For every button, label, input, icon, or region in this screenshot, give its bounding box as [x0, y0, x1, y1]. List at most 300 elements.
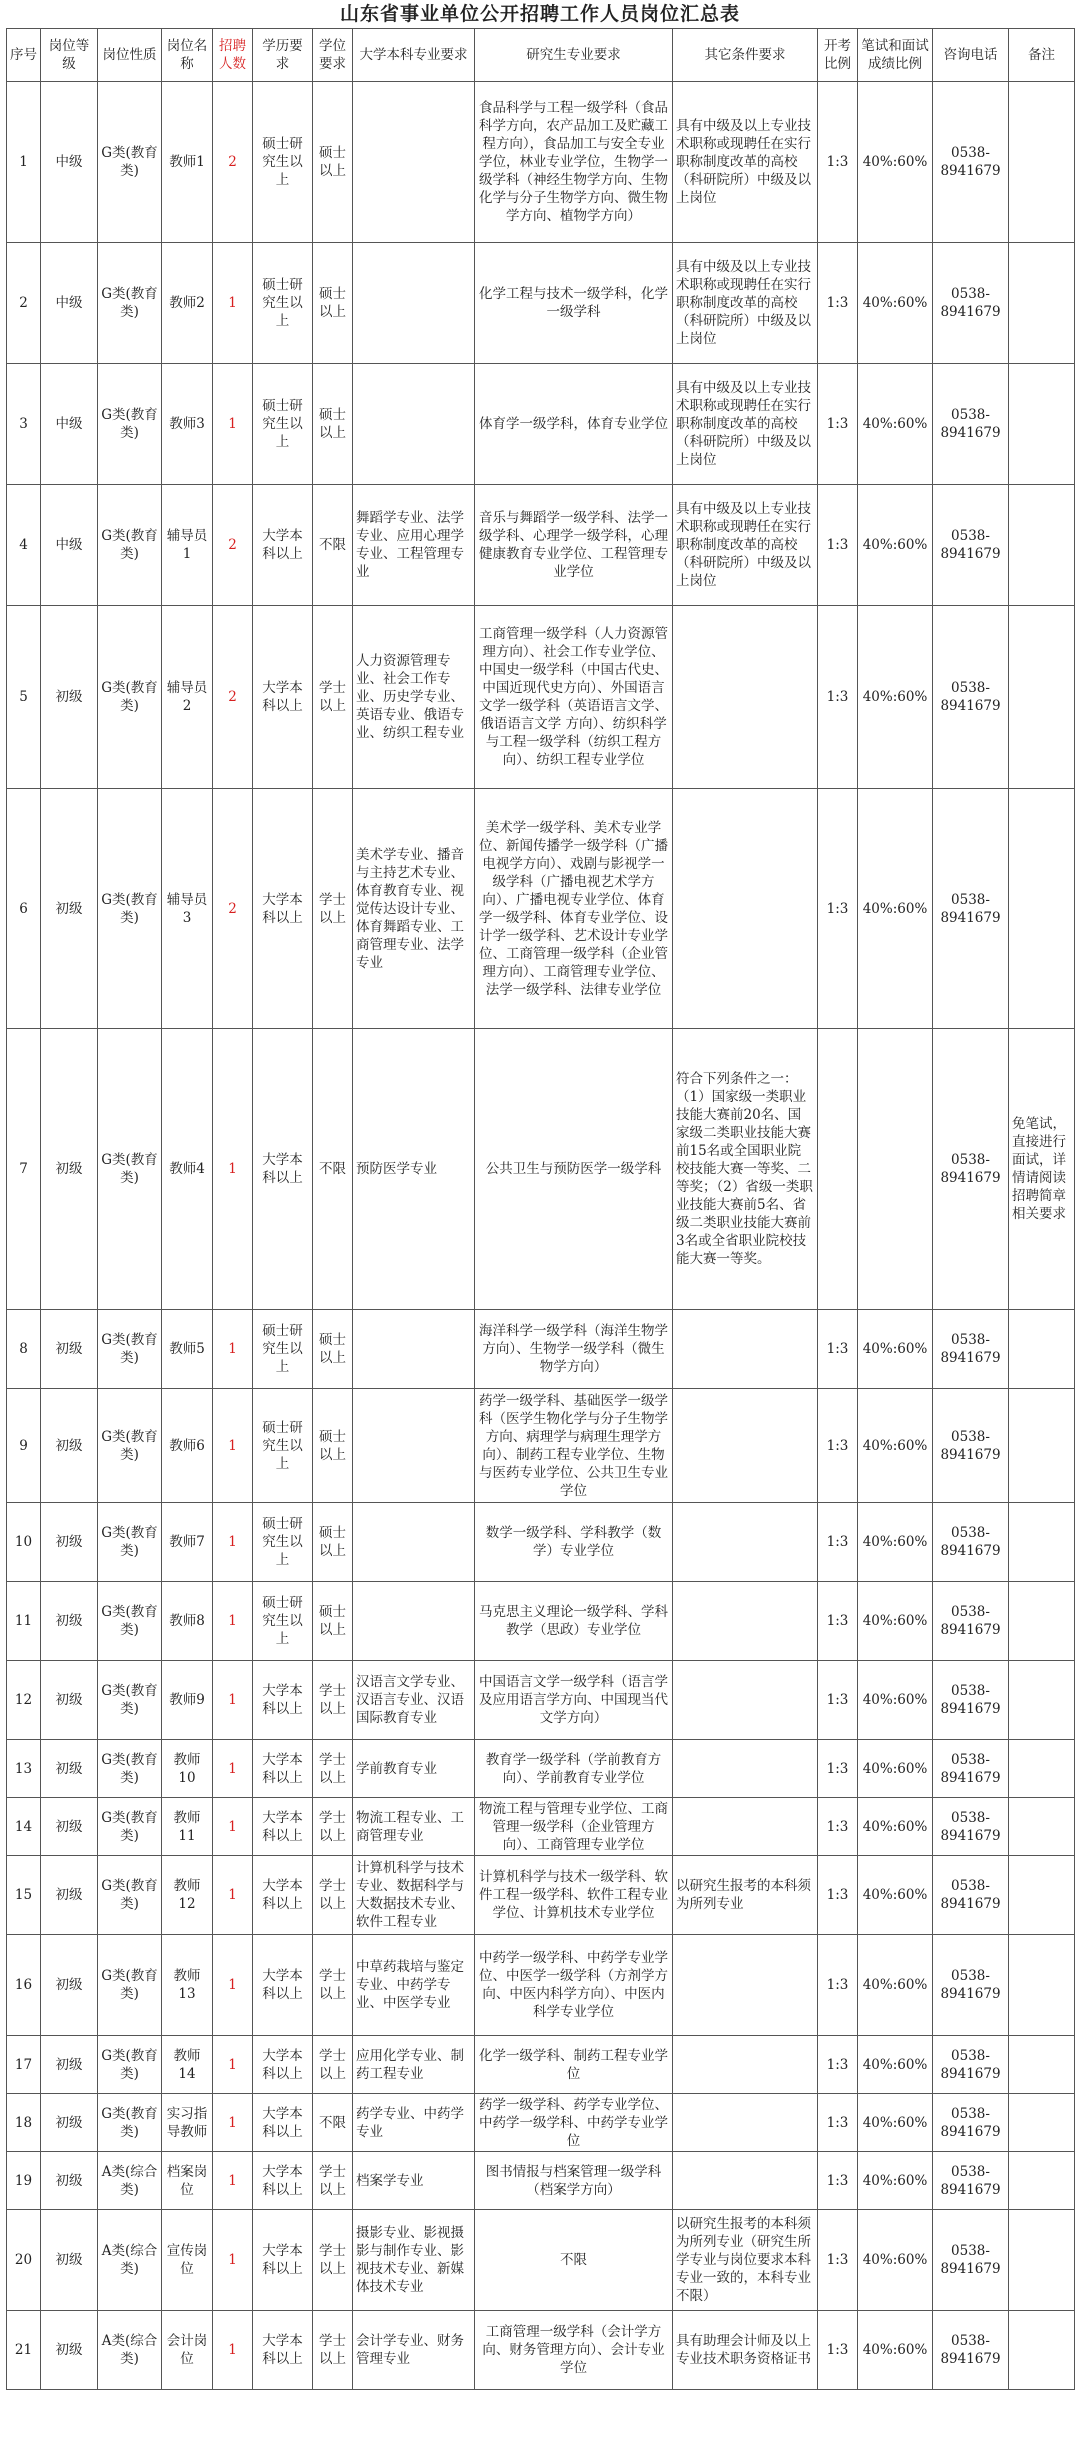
table-row	[7, 364, 1075, 485]
row-phone-cell: 0538-8941679	[933, 1389, 1009, 1503]
row-education-cell: 大学本科以上	[253, 2210, 313, 2311]
row-education-cell: 硕士研究生以上	[253, 1503, 313, 1582]
row-degree-cell: 学士以上	[313, 2036, 353, 2094]
row-count-cell: 2	[213, 82, 253, 243]
row-exam-ratio-cell	[818, 1029, 858, 1310]
row-count-cell: 1	[213, 1389, 253, 1503]
row-count-cell: 1	[213, 1582, 253, 1661]
row-exam-ratio-cell: 1:3	[818, 2311, 858, 2390]
row-level-cell: 初级	[41, 1310, 98, 1389]
row-graduate-major-cell: 药学一级学科、基础医学一级学科（医学生物化学与分子生物学方向、病理学与病理生理学方向）、制药工程专业学位、生物与医药专业学位、公共卫生专业学位	[475, 1389, 673, 1503]
row-type-cell: G类(教育类)	[98, 1856, 162, 1935]
row-exam-ratio-cell: 1:3	[818, 1582, 858, 1661]
row-level-cell: 初级	[41, 1029, 98, 1310]
row-name-cell: 教师14	[162, 2036, 213, 2094]
row-phone-cell: 0538-8941679	[933, 82, 1009, 243]
table-row	[7, 1661, 1075, 1740]
row-education-cell: 大学本科以上	[253, 1661, 313, 1740]
row-type-cell: G类(教育类)	[98, 364, 162, 485]
row-score-ratio-cell: 40%:60%	[858, 789, 933, 1029]
row-note-cell	[1009, 1389, 1075, 1503]
row-exam-ratio-cell: 1:3	[818, 1740, 858, 1798]
row-education-cell: 硕士研究生以上	[253, 82, 313, 243]
row-degree-cell: 不限	[313, 1029, 353, 1310]
row-note-cell	[1009, 364, 1075, 485]
row-graduate-major-cell: 物流工程与管理专业学位、工商管理一级学科（企业管理方向）、工商管理专业学位	[475, 1798, 673, 1856]
row-type-cell: A类(综合类)	[98, 2152, 162, 2210]
row-count-cell: 1	[213, 1935, 253, 2036]
row-graduate-major-cell: 中国语言文学一级学科（语言学及应用语言学方向、中国现当代文学方向）	[475, 1661, 673, 1740]
header-cell-graduate-major: 研究生专业要求	[475, 29, 673, 82]
row-level-cell: 中级	[41, 82, 98, 243]
row-exam-ratio-cell: 1:3	[818, 606, 858, 789]
row-degree-cell: 硕士以上	[313, 243, 353, 364]
row-degree-cell: 学士以上	[313, 2210, 353, 2311]
row-level-cell: 中级	[41, 243, 98, 364]
row-note-cell	[1009, 1935, 1075, 2036]
row-graduate-major-cell: 中药学一级学科、中药学专业学位、中医学一级学科（方剂学方向、中医内科学方向）、中医内科学专业学位	[475, 1935, 673, 2036]
row-note-cell	[1009, 606, 1075, 789]
row-education-cell: 大学本科以上	[253, 1935, 313, 2036]
row-score-ratio-cell: 40%:60%	[858, 2152, 933, 2210]
header-cell-note: 备注	[1009, 29, 1075, 82]
row-score-ratio-cell: 40%:60%	[858, 364, 933, 485]
row-name-cell: 宣传岗位	[162, 2210, 213, 2311]
row-other-requirements-cell	[673, 2094, 818, 2152]
row-education-cell: 硕士研究生以上	[253, 1310, 313, 1389]
row-count-cell: 1	[213, 364, 253, 485]
row-no-cell: 18	[7, 2094, 41, 2152]
row-level-cell: 初级	[41, 606, 98, 789]
row-education-cell: 硕士研究生以上	[253, 1582, 313, 1661]
row-no-cell: 14	[7, 1798, 41, 1856]
row-exam-ratio-cell: 1:3	[818, 2152, 858, 2210]
row-type-cell: G类(教育类)	[98, 1740, 162, 1798]
row-degree-cell: 不限	[313, 485, 353, 606]
row-phone-cell: 0538-8941679	[933, 1029, 1009, 1310]
row-type-cell: G类(教育类)	[98, 789, 162, 1029]
row-other-requirements-cell	[673, 789, 818, 1029]
row-score-ratio-cell: 40%:60%	[858, 1310, 933, 1389]
row-phone-cell: 0538-8941679	[933, 1740, 1009, 1798]
header-cell-other-requirements: 其它条件要求	[673, 29, 818, 82]
row-score-ratio-cell	[858, 1029, 933, 1310]
row-education-cell: 大学本科以上	[253, 2094, 313, 2152]
row-undergrad-major-cell: 物流工程专业、工商管理专业	[353, 1798, 475, 1856]
row-phone-cell: 0538-8941679	[933, 243, 1009, 364]
table-row	[7, 82, 1075, 243]
row-score-ratio-cell: 40%:60%	[858, 485, 933, 606]
row-note-cell	[1009, 1503, 1075, 1582]
row-degree-cell: 学士以上	[313, 1856, 353, 1935]
row-name-cell: 教师13	[162, 1935, 213, 2036]
row-name-cell: 教师8	[162, 1582, 213, 1661]
row-other-requirements-cell	[673, 1661, 818, 1740]
row-other-requirements-cell	[673, 2036, 818, 2094]
row-note-cell	[1009, 2152, 1075, 2210]
row-no-cell: 16	[7, 1935, 41, 2036]
row-phone-cell: 0538-8941679	[933, 1856, 1009, 1935]
row-phone-cell: 0538-8941679	[933, 485, 1009, 606]
table-row	[7, 2311, 1075, 2390]
row-degree-cell: 硕士以上	[313, 1310, 353, 1389]
row-note-cell	[1009, 2311, 1075, 2390]
header-cell-count: 招聘人数	[213, 29, 253, 82]
row-undergrad-major-cell: 人力资源管理专业、社会工作专业、历史学专业、英语专业、俄语专业、纺织工程专业	[353, 606, 475, 789]
row-degree-cell: 学士以上	[313, 1661, 353, 1740]
row-graduate-major-cell: 药学一级学科、药学专业学位、中药学一级学科、中药学专业学位	[475, 2094, 673, 2152]
header-cell-undergrad-major: 大学本科专业要求	[353, 29, 475, 82]
row-graduate-major-cell: 数学一级学科、学科教学（数学）专业学位	[475, 1503, 673, 1582]
table-row	[7, 2094, 1075, 2152]
row-count-cell: 2	[213, 789, 253, 1029]
row-degree-cell: 硕士以上	[313, 1582, 353, 1661]
row-level-cell: 初级	[41, 2152, 98, 2210]
row-name-cell: 辅导员1	[162, 485, 213, 606]
row-phone-cell: 0538-8941679	[933, 1310, 1009, 1389]
table-row	[7, 1582, 1075, 1661]
row-level-cell: 初级	[41, 2210, 98, 2311]
row-graduate-major-cell: 工商管理一级学科（人力资源管理方向）、社会工作专业学位、中国史一级学科（中国古代史、中国近现代史方向）、外国语言文学一级学科（英语语言文学、俄语语言文学 方向）、纺织科学与工程一级学科（纺织工程方向）、纺织工程专业学位	[475, 606, 673, 789]
row-graduate-major-cell: 化学工程与技术一级学科，化学一级学科	[475, 243, 673, 364]
row-type-cell: G类(教育类)	[98, 1310, 162, 1389]
row-degree-cell: 学士以上	[313, 1935, 353, 2036]
row-other-requirements-cell: 具有助理会计师及以上专业技术职务资格证书	[673, 2311, 818, 2390]
row-other-requirements-cell	[673, 1935, 818, 2036]
row-graduate-major-cell: 体育学一级学科，体育专业学位	[475, 364, 673, 485]
row-education-cell: 大学本科以上	[253, 485, 313, 606]
row-level-cell: 初级	[41, 789, 98, 1029]
row-note-cell	[1009, 485, 1075, 606]
row-level-cell: 初级	[41, 2311, 98, 2390]
row-education-cell: 大学本科以上	[253, 1029, 313, 1310]
row-undergrad-major-cell: 美术学专业、播音与主持艺术专业、体育教育专业、视觉传达设计专业、体育舞蹈专业、工商管理专业、法学专业	[353, 789, 475, 1029]
row-note-cell	[1009, 1582, 1075, 1661]
row-phone-cell: 0538-8941679	[933, 2094, 1009, 2152]
row-undergrad-major-cell	[353, 364, 475, 485]
row-degree-cell: 学士以上	[313, 1740, 353, 1798]
row-undergrad-major-cell	[353, 1503, 475, 1582]
row-other-requirements-cell: 具有中级及以上专业技术职称或现聘任在实行职称制度改革的高校（科研院所）中级及以上岗位	[673, 82, 818, 243]
row-score-ratio-cell: 40%:60%	[858, 82, 933, 243]
row-name-cell: 辅导员3	[162, 789, 213, 1029]
row-graduate-major-cell: 不限	[475, 2210, 673, 2311]
row-note-cell: 免笔试，直接进行面试，详情请阅读招聘简章相关要求	[1009, 1029, 1075, 1310]
table-row	[7, 2152, 1075, 2210]
row-count-cell: 1	[213, 1503, 253, 1582]
row-name-cell: 教师10	[162, 1740, 213, 1798]
table-row	[7, 243, 1075, 364]
row-type-cell: G类(教育类)	[98, 1389, 162, 1503]
row-graduate-major-cell: 美术学一级学科、美术专业学位、新闻传播学一级学科（广播电视学方向）、戏剧与影视学一级学科（广播电视艺术学方向）、广播电视专业学位、体育学一级学科、体育专业学位、设计学一级学科、艺术设计专业学位、工商管理一级学科（企业管理方向）、工商管理专业学位、法学一级学科、法律专业学位	[475, 789, 673, 1029]
row-score-ratio-cell: 40%:60%	[858, 2036, 933, 2094]
row-count-cell: 1	[213, 243, 253, 364]
row-level-cell: 初级	[41, 2094, 98, 2152]
row-undergrad-major-cell: 舞蹈学专业、法学专业、应用心理学专业、工程管理专业	[353, 485, 475, 606]
row-phone-cell: 0538-8941679	[933, 606, 1009, 789]
row-note-cell	[1009, 243, 1075, 364]
row-level-cell: 初级	[41, 1798, 98, 1856]
row-degree-cell: 硕士以上	[313, 82, 353, 243]
row-no-cell: 20	[7, 2210, 41, 2311]
row-degree-cell: 硕士以上	[313, 364, 353, 485]
row-score-ratio-cell: 40%:60%	[858, 2094, 933, 2152]
table-row	[7, 485, 1075, 606]
row-type-cell: G类(教育类)	[98, 1798, 162, 1856]
row-education-cell: 大学本科以上	[253, 1856, 313, 1935]
row-no-cell: 6	[7, 789, 41, 1029]
header-row	[7, 29, 1075, 82]
row-exam-ratio-cell: 1:3	[818, 1503, 858, 1582]
row-note-cell	[1009, 1310, 1075, 1389]
row-graduate-major-cell: 教育学一级学科（学前教育方向）、学前教育专业学位	[475, 1740, 673, 1798]
row-type-cell: G类(教育类)	[98, 1503, 162, 1582]
row-no-cell: 15	[7, 1856, 41, 1935]
table-row	[7, 606, 1075, 789]
row-exam-ratio-cell: 1:3	[818, 789, 858, 1029]
row-name-cell: 会计岗位	[162, 2311, 213, 2390]
table-row	[7, 1856, 1075, 1935]
row-other-requirements-cell	[673, 1582, 818, 1661]
row-no-cell: 7	[7, 1029, 41, 1310]
row-graduate-major-cell: 计算机科学与技术一级学科、软件工程一级学科、软件工程专业学位、计算机技术专业学位	[475, 1856, 673, 1935]
row-graduate-major-cell: 工商管理一级学科（会计学方向、财务管理方向）、会计专业学位	[475, 2311, 673, 2390]
header-cell-name: 岗位名称	[162, 29, 213, 82]
table-row	[7, 2210, 1075, 2311]
row-level-cell: 初级	[41, 1503, 98, 1582]
header-cell-type: 岗位性质	[98, 29, 162, 82]
row-no-cell: 2	[7, 243, 41, 364]
positions-table	[6, 28, 1075, 2390]
row-type-cell: G类(教育类)	[98, 485, 162, 606]
row-name-cell: 教师2	[162, 243, 213, 364]
row-education-cell: 大学本科以上	[253, 1740, 313, 1798]
row-exam-ratio-cell: 1:3	[818, 364, 858, 485]
row-education-cell: 大学本科以上	[253, 2152, 313, 2210]
row-level-cell: 初级	[41, 1582, 98, 1661]
table-title: 山东省事业单位公开招聘工作人员岗位汇总表	[339, 3, 740, 25]
row-score-ratio-cell: 40%:60%	[858, 2311, 933, 2390]
row-score-ratio-cell: 40%:60%	[858, 2210, 933, 2311]
table-row	[7, 1503, 1075, 1582]
header-cell-education: 学历要求	[253, 29, 313, 82]
row-level-cell: 中级	[41, 485, 98, 606]
row-other-requirements-cell	[673, 1503, 818, 1582]
row-exam-ratio-cell: 1:3	[818, 1935, 858, 2036]
row-other-requirements-cell	[673, 1389, 818, 1503]
row-type-cell: G类(教育类)	[98, 1029, 162, 1310]
row-undergrad-major-cell: 档案学专业	[353, 2152, 475, 2210]
row-other-requirements-cell: 以研究生报考的本科须为所列专业	[673, 1856, 818, 1935]
row-name-cell: 教师5	[162, 1310, 213, 1389]
row-other-requirements-cell: 具有中级及以上专业技术职称或现聘任在实行职称制度改革的高校（科研院所）中级及以上岗位	[673, 243, 818, 364]
row-no-cell: 10	[7, 1503, 41, 1582]
row-no-cell: 12	[7, 1661, 41, 1740]
row-type-cell: G类(教育类)	[98, 606, 162, 789]
row-level-cell: 初级	[41, 1740, 98, 1798]
row-phone-cell: 0538-8941679	[933, 2311, 1009, 2390]
row-degree-cell: 学士以上	[313, 606, 353, 789]
row-degree-cell: 硕士以上	[313, 1503, 353, 1582]
row-score-ratio-cell: 40%:60%	[858, 243, 933, 364]
row-education-cell: 硕士研究生以上	[253, 1389, 313, 1503]
row-graduate-major-cell: 化学一级学科、制药工程专业学位	[475, 2036, 673, 2094]
row-degree-cell: 硕士以上	[313, 1389, 353, 1503]
row-graduate-major-cell: 马克思主义理论一级学科、学科教学（思政）专业学位	[475, 1582, 673, 1661]
row-note-cell	[1009, 82, 1075, 243]
row-name-cell: 实习指导教师	[162, 2094, 213, 2152]
row-score-ratio-cell: 40%:60%	[858, 1661, 933, 1740]
row-undergrad-major-cell: 中草药栽培与鉴定专业、中药学专业、中医学专业	[353, 1935, 475, 2036]
row-note-cell	[1009, 2094, 1075, 2152]
row-score-ratio-cell: 40%:60%	[858, 1935, 933, 2036]
row-count-cell: 1	[213, 1661, 253, 1740]
row-no-cell: 11	[7, 1582, 41, 1661]
row-no-cell: 3	[7, 364, 41, 485]
header-cell-degree: 学位要求	[313, 29, 353, 82]
row-score-ratio-cell: 40%:60%	[858, 1856, 933, 1935]
row-level-cell: 初级	[41, 2036, 98, 2094]
row-education-cell: 大学本科以上	[253, 1798, 313, 1856]
row-level-cell: 初级	[41, 1856, 98, 1935]
header-cell-phone: 咨询电话	[933, 29, 1009, 82]
table-row	[7, 1935, 1075, 2036]
row-count-cell: 1	[213, 2094, 253, 2152]
row-undergrad-major-cell: 汉语言文学专业、汉语言专业、汉语国际教育专业	[353, 1661, 475, 1740]
row-phone-cell: 0538-8941679	[933, 2210, 1009, 2311]
row-note-cell	[1009, 2210, 1075, 2311]
table-row	[7, 1798, 1075, 1856]
row-exam-ratio-cell: 1:3	[818, 1798, 858, 1856]
row-other-requirements-cell: 以研究生报考的本科须为所列专业（研究生所学专业与岗位要求本科专业一致的，本科专业不限）	[673, 2210, 818, 2311]
table-row	[7, 1029, 1075, 1310]
row-exam-ratio-cell: 1:3	[818, 1389, 858, 1503]
table-row	[7, 789, 1075, 1029]
row-count-cell: 1	[213, 1798, 253, 1856]
row-degree-cell: 学士以上	[313, 2311, 353, 2390]
row-name-cell: 教师12	[162, 1856, 213, 1935]
row-type-cell: A类(综合类)	[98, 2311, 162, 2390]
row-name-cell: 教师11	[162, 1798, 213, 1856]
row-level-cell: 初级	[41, 1935, 98, 2036]
table-row	[7, 1740, 1075, 1798]
row-name-cell: 教师1	[162, 82, 213, 243]
row-score-ratio-cell: 40%:60%	[858, 1798, 933, 1856]
row-exam-ratio-cell: 1:3	[818, 1856, 858, 1935]
row-undergrad-major-cell: 预防医学专业	[353, 1029, 475, 1310]
row-no-cell: 1	[7, 82, 41, 243]
row-type-cell: G类(教育类)	[98, 2094, 162, 2152]
row-type-cell: G类(教育类)	[98, 243, 162, 364]
row-undergrad-major-cell	[353, 82, 475, 243]
table-row	[7, 1310, 1075, 1389]
row-no-cell: 17	[7, 2036, 41, 2094]
row-exam-ratio-cell: 1:3	[818, 2210, 858, 2311]
header-cell-exam-ratio: 开考比例	[818, 29, 858, 82]
row-phone-cell: 0538-8941679	[933, 1582, 1009, 1661]
header-cell-score-ratio: 笔试和面试成绩比例	[858, 29, 933, 82]
row-degree-cell: 学士以上	[313, 789, 353, 1029]
row-undergrad-major-cell: 会计学专业、财务管理专业	[353, 2311, 475, 2390]
row-no-cell: 8	[7, 1310, 41, 1389]
row-graduate-major-cell: 音乐与舞蹈学一级学科、法学一级学科、心理学一级学科，心理健康教育专业学位、工程管理专业学位	[475, 485, 673, 606]
row-count-cell: 1	[213, 2036, 253, 2094]
table-row	[7, 1389, 1075, 1503]
row-education-cell: 大学本科以上	[253, 2311, 313, 2390]
row-name-cell: 辅导员2	[162, 606, 213, 789]
row-other-requirements-cell	[673, 1310, 818, 1389]
row-count-cell: 1	[213, 1310, 253, 1389]
row-type-cell: G类(教育类)	[98, 1935, 162, 2036]
row-level-cell: 初级	[41, 1389, 98, 1503]
row-undergrad-major-cell: 应用化学专业、制药工程专业	[353, 2036, 475, 2094]
row-count-cell: 1	[213, 1856, 253, 1935]
row-note-cell	[1009, 789, 1075, 1029]
row-no-cell: 9	[7, 1389, 41, 1503]
row-degree-cell: 学士以上	[313, 1798, 353, 1856]
row-type-cell: G类(教育类)	[98, 1661, 162, 1740]
row-no-cell: 21	[7, 2311, 41, 2390]
row-other-requirements-cell: 具有中级及以上专业技术职称或现聘任在实行职称制度改革的高校（科研院所）中级及以上岗位	[673, 364, 818, 485]
row-phone-cell: 0538-8941679	[933, 1935, 1009, 2036]
row-count-cell: 1	[213, 1740, 253, 1798]
row-education-cell: 硕士研究生以上	[253, 243, 313, 364]
row-score-ratio-cell: 40%:60%	[858, 1582, 933, 1661]
row-level-cell: 初级	[41, 1661, 98, 1740]
row-name-cell: 教师4	[162, 1029, 213, 1310]
row-undergrad-major-cell	[353, 1310, 475, 1389]
row-other-requirements-cell	[673, 2152, 818, 2210]
row-phone-cell: 0538-8941679	[933, 789, 1009, 1029]
row-count-cell: 2	[213, 485, 253, 606]
row-level-cell: 中级	[41, 364, 98, 485]
header-cell-level: 岗位等级	[41, 29, 98, 82]
row-undergrad-major-cell: 摄影专业、影视摄影与制作专业、影视技术专业、新媒体技术专业	[353, 2210, 475, 2311]
row-no-cell: 4	[7, 485, 41, 606]
table-row	[7, 2036, 1075, 2094]
row-exam-ratio-cell: 1:3	[818, 82, 858, 243]
row-graduate-major-cell: 公共卫生与预防医学一级学科	[475, 1029, 673, 1310]
row-type-cell: G类(教育类)	[98, 1582, 162, 1661]
row-exam-ratio-cell: 1:3	[818, 1661, 858, 1740]
row-graduate-major-cell: 食品科学与工程一级学科（食品科学方向，农产品加工及贮藏工程方向），食品加工与安全专业学位，林业专业学位，生物学一级学科（神经生物学方向、生物化学与分子生物学方向、微生物学方向、植物学方向）	[475, 82, 673, 243]
row-note-cell	[1009, 1740, 1075, 1798]
row-other-requirements-cell	[673, 1740, 818, 1798]
row-note-cell	[1009, 1798, 1075, 1856]
row-education-cell: 硕士研究生以上	[253, 364, 313, 485]
row-graduate-major-cell: 图书情报与档案管理一级学科（档案学方向）	[475, 2152, 673, 2210]
row-count-cell: 1	[213, 2210, 253, 2311]
row-education-cell: 大学本科以上	[253, 606, 313, 789]
row-note-cell	[1009, 2036, 1075, 2094]
row-count-cell: 1	[213, 1029, 253, 1310]
row-no-cell: 13	[7, 1740, 41, 1798]
row-education-cell: 大学本科以上	[253, 2036, 313, 2094]
row-name-cell: 教师3	[162, 364, 213, 485]
row-phone-cell: 0538-8941679	[933, 2152, 1009, 2210]
row-other-requirements-cell: 符合下列条件之一：（1）国家级一类职业技能大赛前20名、国家级二类职业技能大赛前15名或全国职业院校技能大赛一等奖、二等奖；（2）省级一类职业技能大赛前5名、省级二类职业技能大赛前3名或全省职业院校技能大赛一等奖。	[673, 1029, 818, 1310]
row-note-cell	[1009, 1661, 1075, 1740]
row-exam-ratio-cell: 1:3	[818, 2036, 858, 2094]
row-degree-cell: 不限	[313, 2094, 353, 2152]
row-name-cell: 教师7	[162, 1503, 213, 1582]
row-degree-cell: 学士以上	[313, 2152, 353, 2210]
header-cell-no: 序号	[7, 29, 41, 82]
row-score-ratio-cell: 40%:60%	[858, 606, 933, 789]
row-type-cell: A类(综合类)	[98, 2210, 162, 2311]
row-score-ratio-cell: 40%:60%	[858, 1503, 933, 1582]
row-score-ratio-cell: 40%:60%	[858, 1389, 933, 1503]
